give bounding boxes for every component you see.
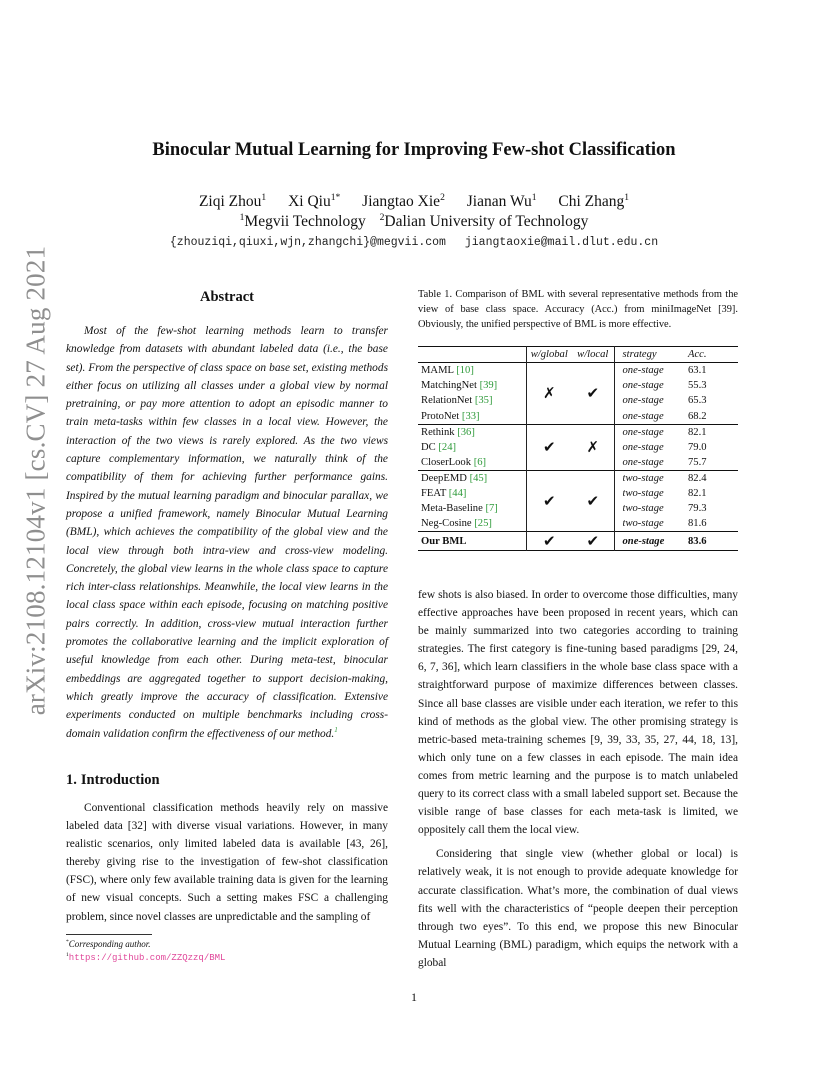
- paragraph: Considering that single view (whether global or local) is relatively weak, it is not enough to provide adequate knowledge for accurate classification. What’s more, the combination of dual views fits well with the characteristics of “people deepen their perception through two eyes”. To this end, we propose this new Binocular Mutual Learning (BML) paradigm, which equips the network with a global: [418, 848, 738, 969]
- author: Ziqi Zhou$^1$: [198, 191, 267, 210]
- affiliation: $^1$Megvii Technology: [239, 211, 366, 230]
- abstract-text: Most of the few-shot learning methods learn to transfer knowledge from datasets with abundant labeled data (i.e., the base set). From the perspective of class space on base set, existing methods either focus on utilizing all classes under a global view by normal pretraining, or pay more attention to adopt an episodic manner to train meta-tasks within few classes in a local view. However, the interaction of the two views is rarely explored. As the two views capture complementary information, we naturally think of the compatibility of them for achieving further performance gains. Inspired by the mutual learning paradigm and binocular parallax, we propose a unified framework, namely Binocular Mutual Learning (BML), which achieves the compatibility of the global view and the local view through both intra-view and cross-view modeling. Concretely, the global view learns in the whole class space to capture rich inter-class relationships. Meanwhile, the local view learns in the local class space within each episode, focusing on matching positive pairs correctly. In addition, cross-view mutual interaction further promotes the collaborative learning and the implicit exploration of useful knowledge from each other. During meta-test, binocular embeddings are aggregated together to support decision-making, which greatly improve the accuracy of classification. Extensive experiments conducted on multiple benchmarks including cross-domain validation confirm the effectiveness of our method.$^1$: [66, 325, 388, 740]
- header-local: w/local: [572, 347, 614, 363]
- header-acc: Acc.: [688, 349, 707, 360]
- local-mark: ✔: [572, 532, 614, 551]
- email-list: [0, 236, 828, 249]
- abstract-heading: Abstract: [200, 289, 254, 305]
- email: {zhouziqi,qiuxi,wjn,zhangchi}@megvii.com: [169, 236, 446, 249]
- header-global: w/global: [530, 349, 568, 360]
- table-row: ProtoNet [33] one-stage 68.2: [418, 409, 738, 424]
- comparison-table: [418, 346, 738, 551]
- affiliation: $^2$Dalian University of Technology: [379, 211, 589, 230]
- footnote-code-link: $^1$https://github.com/ZZQzzq/BML: [66, 952, 226, 963]
- footnote-link[interactable]: 1: [334, 725, 338, 734]
- introduction-text: Conventional classification methods heavily rely on massive labeled data [32] with diverse visual variations. However, in many realistic scenarios, only limited labeled data is available [43, 26], thereby giving rise to the investigation of few-shot classification (FSC), where only few available training data is given for the learning of new visual concepts. Such a setting makes FSC a challenging problem, since novel classes are unpredictable and the sampling of: [66, 802, 388, 923]
- local-mark: ✗: [572, 424, 614, 470]
- table-row-ours: Our BML ✔ ✔ one-stage 83.6: [418, 532, 738, 551]
- table-row: Meta-Baseline [7] two-stage 79.3: [418, 501, 738, 516]
- table-row: FEAT [44] two-stage 82.1: [418, 486, 738, 501]
- footnote-corresponding: *Corresponding author.: [66, 939, 151, 949]
- affiliation-list: [0, 213, 828, 231]
- paper-title: Binocular Mutual Learning for Improving Few-shot Classification: [152, 140, 676, 160]
- email: jiangtaoxie@mail.dlut.edu.cn: [464, 236, 659, 249]
- right-column-text: [418, 586, 738, 972]
- table-row: MatchingNet [39] one-stage 55.3: [418, 378, 738, 393]
- header-strategy: strategy: [622, 349, 657, 360]
- page-number: 1: [411, 990, 417, 1004]
- author: Jiangtao Xie$^2$: [362, 191, 445, 210]
- table-row: MAML [10] ✗ ✔ one-stage 63.1: [418, 363, 738, 378]
- local-mark: ✔: [572, 363, 614, 425]
- global-mark: ✔: [542, 532, 556, 551]
- table-row: DC [24] one-stage 79.0: [418, 439, 738, 454]
- section-heading-introduction: 1. Introduction: [66, 772, 160, 788]
- author: Jianan Wu$^1$: [466, 191, 537, 210]
- table-caption: Table 1. Comparison of BML with several representative methods from the view of base class space. Accuracy (Acc.) from miniImageNet [39]. Obviously, the unified perspective of BML is more effective.: [418, 289, 738, 331]
- table-row: Neg-Cosine [25] two-stage 81.6: [418, 516, 738, 531]
- arxiv-identifier-stamp: [16, 245, 56, 715]
- author: Chi Zhang$^1$: [558, 191, 630, 210]
- code-repository-link[interactable]: https://github.com/ZZQzzq/BML: [68, 953, 226, 963]
- table-row: Rethink [36] ✔ ✗ one-stage 82.1: [418, 424, 738, 439]
- author-list: [0, 193, 828, 211]
- footnote-divider: [66, 934, 152, 935]
- local-mark: ✔: [572, 470, 614, 532]
- global-mark: ✗: [542, 384, 556, 403]
- table-row: RelationNet [35] one-stage 65.3: [418, 393, 738, 408]
- global-mark: ✔: [542, 492, 556, 511]
- table-header-row: [418, 347, 738, 363]
- header-method: [418, 347, 526, 363]
- author: Xi Qiu$^{1*}$: [288, 191, 341, 210]
- arxiv-identifier-text: arXiv:2108.12104v1 [cs.CV] 27 Aug 2021: [20, 245, 51, 715]
- paragraph: few shots is also biased. In order to overcome those difficulties, many effective approaches have been proposed in recent years, which can be mainly summarized into two categories according to training strategies. The first category is fine-tuning based paradigms [29, 24, 6, 7, 36], which learn classifiers in the whole base class space with a straightforward purpose of maximize differences between classes. Since all base classes are visible under each iteration, we refer to this kind of methods as the global view. The other promising strategy is metric-based meta-training schemes [9, 39, 33, 35, 27, 44, 18, 13], which only tune on a few classes in each episode. The main idea comes from metric learning and the purpose is to match unlabeled query to its correct class with a small labeled support set. Because the visible range of base classes for each meta-task is limited, we oppositely call them the local view.: [418, 589, 738, 837]
- footnotes: [66, 938, 388, 965]
- global-mark: ✔: [542, 438, 556, 457]
- table-row: CloserLook [6] one-stage 75.7: [418, 455, 738, 470]
- table-row: DeepEMD [45] ✔ ✔ two-stage 82.4: [418, 470, 738, 485]
